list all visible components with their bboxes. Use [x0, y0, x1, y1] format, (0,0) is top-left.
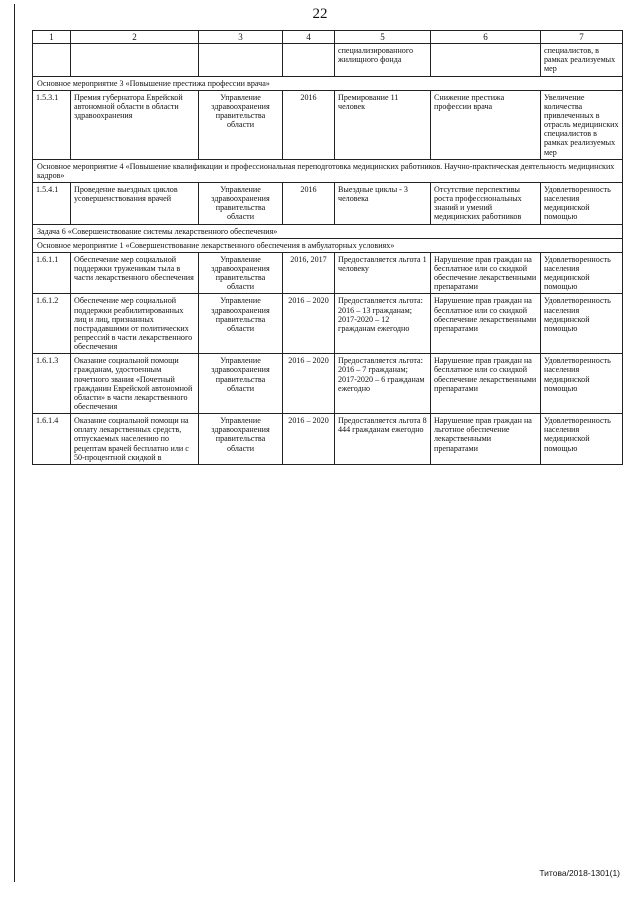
executor-cell: Управление здравоохранения правительства области	[199, 414, 283, 465]
row-number: 1.5.4.1	[33, 182, 71, 224]
table-row	[33, 90, 623, 159]
measure-name: Обеспечение мер социальной поддержки реабилитированных лиц и лиц, признанных пострадавшими от политических репрессий в части лекарственного обеспечения	[71, 294, 199, 354]
period-cell: 2016 – 2020	[283, 354, 335, 414]
table-cell	[199, 44, 283, 76]
table-cell	[71, 44, 199, 76]
section-row	[33, 238, 623, 252]
link-cell: Удовлетворенность населения медицинской помощью	[541, 354, 623, 414]
period-cell: 2016 – 2020	[283, 294, 335, 354]
column-number: 6	[431, 31, 541, 44]
result-cell: Предоставляется льгота 8 444 гражданам ежегодно	[335, 414, 431, 465]
row-number: 1.5.3.1	[33, 90, 71, 159]
link-cell: Увеличение количества привлеченных в отрасль медицинских специалистов в рамках реализуемых мер	[541, 90, 623, 159]
result-cell: Предоставляется льгота: 2016 – 7 гражданам; 2017-2020 – 6 гражданам ежегодно	[335, 354, 431, 414]
executor-cell: Управление здравоохранения правительства области	[199, 90, 283, 159]
section-row	[33, 76, 623, 90]
executor-cell: Управление здравоохранения правительства области	[199, 252, 283, 294]
measure-name: Оказание социальной помощи на оплату лекарственных средств, отпускаемых населению по рецептам врачей бесплатно или с 50-процентной скидкой в	[71, 414, 199, 465]
period-cell: 2016	[283, 182, 335, 224]
measure-name: Премия губернатора Еврейской автономной области в области здравоохранения	[71, 90, 199, 159]
column-number: 2	[71, 31, 199, 44]
task-row	[33, 224, 623, 238]
executor-cell: Управление здравоохранения правительства области	[199, 182, 283, 224]
document-code: Титова/2018-1301(1)	[539, 868, 620, 878]
section-heading: Основное мероприятие 3 «Повышение престижа профессии врача»	[33, 76, 623, 90]
period-cell: 2016, 2017	[283, 252, 335, 294]
margin-line	[14, 4, 15, 882]
row-number: 1.6.1.2	[33, 294, 71, 354]
table-row	[33, 354, 623, 414]
link-cell: Удовлетворенность населения медицинской помощью	[541, 294, 623, 354]
column-number: 4	[283, 31, 335, 44]
consequence-cell: Нарушение прав граждан на бесплатное или со скидкой обеспечение лекарственными препаратами	[431, 354, 541, 414]
section-heading: Основное мероприятие 4 «Повышение квалификации и профессиональная переподготовка медицинских работников. Научно-практическая деятельность медицинских кадров»	[33, 159, 623, 182]
consequence-cell: Нарушение прав граждан на бесплатное или со скидкой обеспечение лекарственными препаратами	[431, 252, 541, 294]
executor-cell: Управление здравоохранения правительства области	[199, 294, 283, 354]
column-number: 5	[335, 31, 431, 44]
result-cell: Выездные циклы - 3 человека	[335, 182, 431, 224]
result-cell: специализированного жилищного фонда	[335, 44, 431, 76]
column-number: 3	[199, 31, 283, 44]
consequence-cell: Нарушение прав граждан на льготное обеспечение лекарственными препаратами	[431, 414, 541, 465]
measure-name: Оказание социальной помощи гражданам, удостоенным почетного звания «Почетный гражданин Еврейской автономной области» в части лекарственного обеспечения	[71, 354, 199, 414]
result-cell: Предоставляется льгота 1 человеку	[335, 252, 431, 294]
row-number: 1.6.1.3	[33, 354, 71, 414]
table-row	[33, 294, 623, 354]
period-cell: 2016	[283, 90, 335, 159]
column-number-row	[33, 31, 623, 44]
section-heading: Основное мероприятие 1 «Совершенствование лекарственного обеспечения в амбулаторных условиях»	[33, 238, 623, 252]
row-number: 1.6.1.1	[33, 252, 71, 294]
continuation-row	[33, 44, 623, 76]
measures-table	[32, 30, 623, 465]
measure-name: Проведение выездных циклов усовершенствования врачей	[71, 182, 199, 224]
executor-cell: Управление здравоохранения правительства области	[199, 354, 283, 414]
column-number: 7	[541, 31, 623, 44]
page-number: 22	[312, 6, 328, 22]
row-number: 1.6.1.4	[33, 414, 71, 465]
table-row	[33, 182, 623, 224]
period-cell: 2016 – 2020	[283, 414, 335, 465]
column-number: 1	[33, 31, 71, 44]
table-cell	[33, 44, 71, 76]
link-cell: специалистов, в рамках реализуемых мер	[541, 44, 623, 76]
consequence-cell: Снижение престижа профессии врача	[431, 90, 541, 159]
table-cell	[431, 44, 541, 76]
table-cell	[283, 44, 335, 76]
link-cell: Удовлетворенность населения медицинской помощью	[541, 182, 623, 224]
result-cell: Предоставляется льгота: 2016 – 13 гражданам; 2017-2020 – 12 гражданам ежегодно	[335, 294, 431, 354]
link-cell: Удовлетворенность населения медицинской помощью	[541, 252, 623, 294]
task-heading: Задача 6 «Совершенствование системы лекарственного обеспечения»	[33, 224, 623, 238]
result-cell: Премирование 11 человек	[335, 90, 431, 159]
consequence-cell: Нарушение прав граждан на бесплатное или со скидкой обеспечение лекарственными препаратами	[431, 294, 541, 354]
table-row	[33, 252, 623, 294]
link-cell: Удовлетворенность населения медицинской помощью	[541, 414, 623, 465]
measure-name: Обеспечение мер социальной поддержки труженикам тыла в части лекарственного обеспечения	[71, 252, 199, 294]
consequence-cell: Отсутствие перспективы роста профессиональных знаний и умений медицинских работников	[431, 182, 541, 224]
table-row	[33, 414, 623, 465]
section-row	[33, 159, 623, 182]
